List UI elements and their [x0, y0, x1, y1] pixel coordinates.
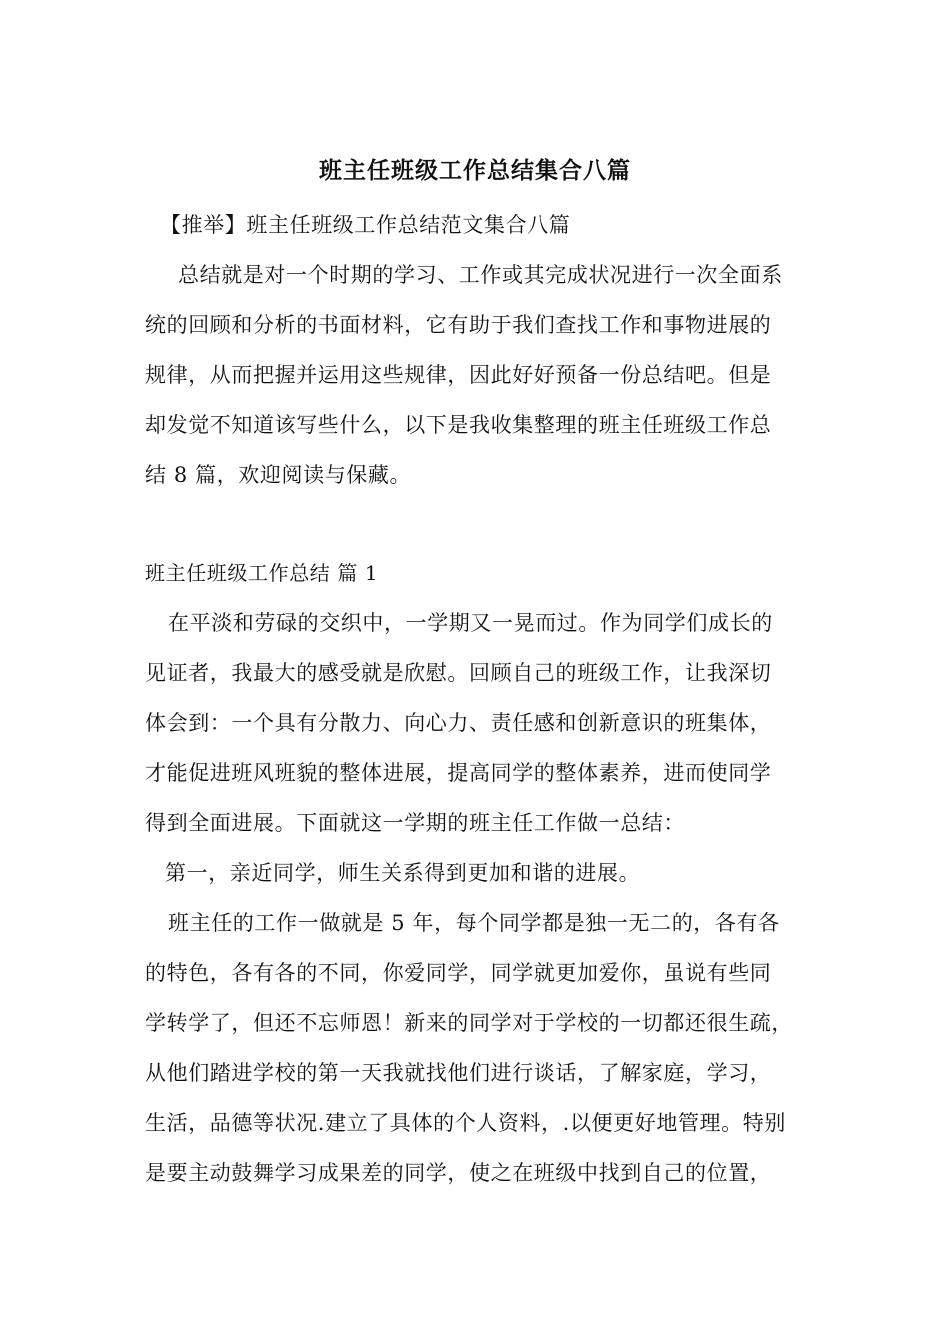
body-paragraph-line: 是要主动鼓舞学习成果差的同学，使之在班级中找到自己的位置， — [145, 1161, 772, 1185]
body-paragraph-line: 才能促进班风班貌的整体进展，提高同学的整体素养，进而使同学 — [145, 761, 772, 785]
body-paragraph-line: 班主任的工作一做就是 5 年，每个同学都是独一无二的，各有各 — [168, 911, 780, 935]
body-paragraph-line: 见证者，我最大的感受就是欣慰。回顾自己的班级工作，让我深切 — [145, 661, 772, 685]
body-paragraph-line: 学转学了，但还不忘师恩！新来的同学对于学校的一切都还很生疏， — [145, 1011, 793, 1035]
section-heading: 班主任班级工作总结 篇 1 — [145, 561, 379, 585]
point-heading: 第一，亲近同学，师生关系得到更加和谐的进展。 — [165, 861, 641, 885]
body-paragraph-line: 得到全面进展。下面就这一学期的班主任工作做一总结： — [145, 811, 685, 835]
recommend-line: 【推举】班主任班级工作总结范文集合八篇 — [160, 213, 571, 237]
intro-paragraph-line: 统的回顾和分析的书面材料，它有助于我们查找工作和事物进展的 — [145, 313, 772, 337]
body-paragraph-line: 在平淡和劳碌的交织中，一学期又一晃而过。作为同学们成长的 — [168, 611, 773, 635]
intro-paragraph-line: 总结就是对一个时期的学习、工作或其完成状况进行一次全面系 — [178, 263, 783, 287]
intro-paragraph-line: 规律，从而把握并运用这些规律，因此好好预备一份总结吧。但是 — [145, 363, 772, 387]
body-paragraph-line: 从他们踏进学校的第一天我就找他们进行谈话，了解家庭，学习， — [145, 1061, 772, 1085]
intro-paragraph-line: 结 8 篇，欢迎阅读与保藏。 — [145, 463, 412, 487]
body-paragraph-line: 体会到：一个具有分散力、向心力、责任感和创新意识的班集体， — [145, 711, 772, 735]
body-paragraph-line: 的特色，各有各的不同，你爱同学，同学就更加爱你，虽说有些同 — [145, 961, 772, 985]
intro-paragraph-line: 却发觉不知道该写些什么，以下是我收集整理的班主任班级工作总 — [145, 413, 772, 437]
body-paragraph-line: 生活，品德等状况.建立了具体的个人资料，.以便更好地管理。特别 — [145, 1111, 786, 1135]
document-title: 班主任班级工作总结集合八篇 — [319, 157, 631, 184]
